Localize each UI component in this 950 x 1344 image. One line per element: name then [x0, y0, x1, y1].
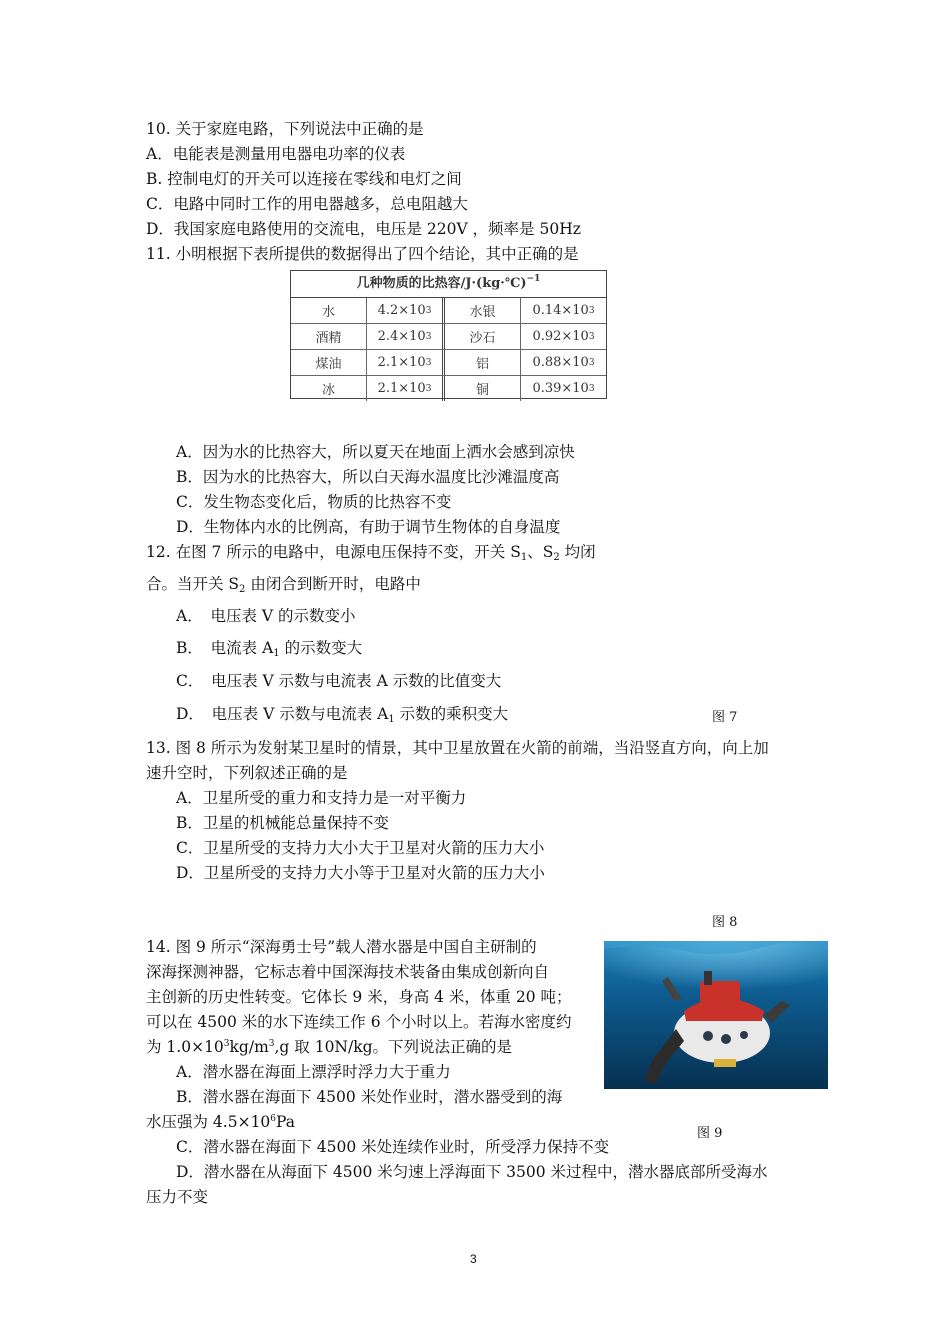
- q10-stem: 10. 关于家庭电路，下列说法中正确的是: [146, 120, 424, 138]
- q14-stem-line1: 14. 图 9 所示“深海勇士号”载人潜水器是中国自主研制的: [146, 938, 537, 956]
- q14-option-b-line2: 水压强为 $4.5\times 10^6Pa$: [146, 1113, 296, 1131]
- table-row: 酒精 2.4×10 3 沙石 0.92×10 3: [291, 324, 606, 350]
- table-row: 煤油 2.1×10 3 铝 0.88×10 3: [291, 350, 606, 376]
- page-number: 3: [470, 1252, 477, 1266]
- figure-7-caption: 图 7: [712, 710, 738, 725]
- q14-option-b-line1: B．潜水器在海面下 4500 米处作业时，潜水器受到的海: [176, 1088, 563, 1106]
- q13-option-b: B．卫星的机械能总量保持不变: [176, 814, 389, 832]
- q12-option-d: D． 电压表 V 示数与电流表 $A_1$ 示数的乘积变大: [176, 705, 509, 725]
- q13-option-c: C．卫星所受的支持力大小大于卫星对火箭的压力大小: [176, 839, 545, 857]
- q14-option-c: C．潜水器在海面下 4500 米处连续作业时，所受浮力保持不变: [176, 1138, 610, 1156]
- q10-option-b: B. 控制电灯的开关可以连接在零线和电灯之间: [146, 170, 462, 188]
- q14-stem-line5: 为 $1.0\times 10^3kg/m^3,g$ 取 10N/kg。下列说法正确的是: [146, 1038, 513, 1056]
- q12-option-b: B． 电流表 $A_1$ 的示数变大: [176, 639, 363, 659]
- figure-9-caption: 图 9: [697, 1126, 723, 1141]
- q11-option-a: A．因为水的比热容大，所以夏天在地面上洒水会感到凉快: [176, 443, 575, 461]
- q14-option-a: A．潜水器在海面上漂浮时浮力大于重力: [176, 1063, 451, 1081]
- table-row: 水 4.2×10 3 水银 0.14×10 3: [291, 298, 606, 324]
- q10-option-d: D．我国家庭电路使用的交流电，电压是 220V ，频率是 50Hz: [146, 220, 581, 238]
- q14-option-d-line2: 压力不变: [146, 1188, 209, 1206]
- figure-8-caption: 图 8: [712, 915, 738, 930]
- q11-option-c: C．发生物态变化后，物质的比热容不变: [176, 493, 452, 511]
- q13-option-d: D．卫星所受的支持力大小等于卫星对火箭的压力大小: [176, 864, 545, 882]
- q11-option-b: B．因为水的比热容大，所以白天海水温度比沙滩温度高: [176, 468, 560, 486]
- q12-stem-line2: 合。当开关 $S_2$ 由闭合到断开时，电路中: [146, 575, 421, 595]
- q12-option-c: C． 电压表 V 示数与电流表 A 示数的比值变大: [176, 672, 502, 690]
- q12-option-a: A． 电压表 V 的示数变小: [176, 607, 356, 625]
- q14-option-d-line1: D．潜水器在从海面下 4500 米匀速上浮海面下 3500 米过程中，潜水器底部所受海水: [176, 1163, 768, 1181]
- q13-option-a: A．卫星所受的重力和支持力是一对平衡力: [176, 789, 467, 807]
- submersible-illustration: [604, 941, 828, 1089]
- q11-option-d: D．生物体内水的比例高，有助于调节生物体的自身温度: [176, 518, 561, 536]
- q14-stem-line3: 主创新的历史性转变。它体长 9 米，身高 4 米，体重 20 吨；: [146, 988, 572, 1006]
- q13-stem-line2: 速升空时，下列叙述正确的是: [146, 764, 348, 782]
- q14-stem-line4: 可以在 4500 米的水下连续工作 6 个小时以上。若海水密度约: [146, 1013, 572, 1031]
- table-row: 冰 2.1×10 3 铜 0.39×10 3: [291, 376, 606, 401]
- specific-heat-table: [290, 270, 607, 399]
- q11-stem: 11. 小明根据下表所提供的数据得出了四个结论，其中正确的是: [146, 245, 579, 263]
- q14-stem-line2: 深海探测神器，它标志着中国深海技术装备由集成创新向自: [146, 963, 550, 981]
- table-title: 几种物质的比热容/J·(kg·℃)$^{-1}$: [291, 271, 606, 298]
- q10-option-c: C．电路中同时工作的用电器越多，总电阻越大: [146, 195, 468, 213]
- submersible-photo: [604, 941, 828, 1089]
- q10-option-a: A．电能表是测量用电器电功率的仪表: [146, 145, 406, 163]
- q13-stem-line1: 13. 图 8 所示为发射某卫星时的情景，其中卫星放置在火箭的前端，当沿竖直方向，向上加: [146, 739, 769, 757]
- q12-stem-line1: 12. 在图 7 所示的电路中，电源电压保持不变，开关 $S_1$、$S_2$ 均闭: [146, 543, 596, 563]
